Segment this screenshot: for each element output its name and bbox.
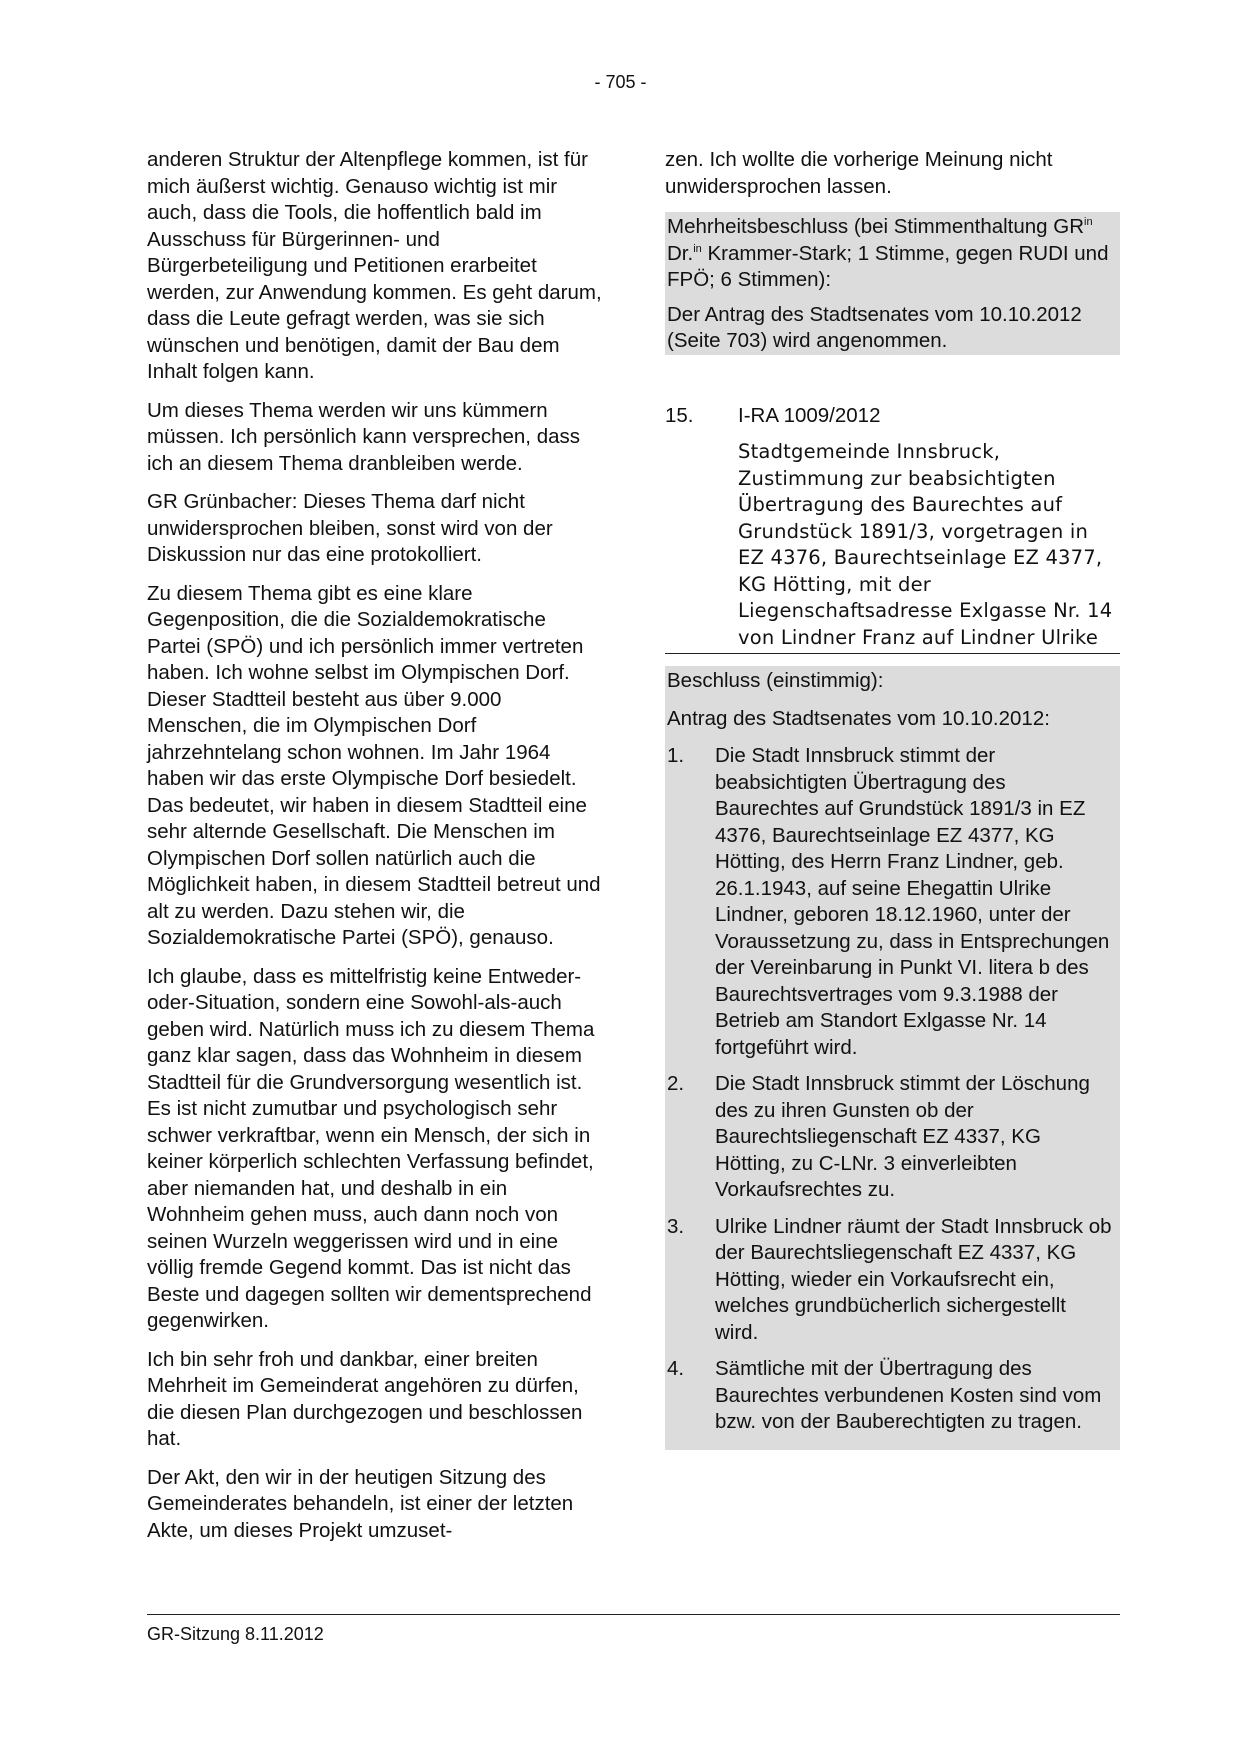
- footer-session-date: GR-Sitzung 8.11.2012: [147, 1624, 324, 1644]
- agenda-header: [665, 403, 1120, 430]
- resolution-outcome: Der Antrag des Stadtsenates vom 10.10.2012 (Seite 703) wird angenommen.: [667, 302, 1082, 352]
- superscript-in: in: [1084, 216, 1093, 229]
- agenda-item: [665, 403, 1120, 655]
- agenda-subject: Stadtgemeinde Innsbruck, Zustimmung zur beabsichtigten Übertragung des Baurechtes auf Grundstück 1891/3, vorgetragen in EZ 4376, Baurechtseinlage EZ 4377, KG Hötting, mit der Liegenschaftsadresse Exlgasse Nr. 14 von Lindner Franz auf Lindner Ulrike: [738, 440, 1113, 649]
- resolution-box: [665, 212, 1120, 355]
- superscript-in: in: [693, 242, 702, 255]
- decision-list-item: [667, 1071, 1112, 1204]
- footer-divider: [147, 1614, 1120, 1615]
- agenda-number: 15.: [665, 403, 694, 427]
- paragraph: Der Akt, den wir in der heutigen Sitzung des Gemeinderates behandeln, ist einer der letzten Akte, um dieses Projekt umzuset-: [147, 1465, 574, 1542]
- decision-list-item: [667, 1214, 1112, 1347]
- paragraph: anderen Struktur der Altenpflege kommen, ist für mich äußerst wichtig. Genauso wichtig ist mir auch, dass die Tools, die hoffentlich bald im Ausschuss für Bürgerinnen- und Bürgerbeteiligung und Petitionen erarbeitet werden, zur Anwendung kommen. Es geht darum, dass die Leute gefragt werden, was sie sich wünschen und benötigen, damit der Bau dem Inhalt folgen kann.: [147, 148, 602, 383]
- decision-item-text: Die Stadt Innsbruck stimmt der Löschung des zu ihren Gunsten ob der Baurechtsliegenschaft EZ 4337, KG Hötting, zu C-LNr. 3 einverleibten Vorkaufsrechtes zu.: [715, 1072, 1090, 1201]
- resolution-vote-suffix: Krammer-Stark; 1 Stimme, gegen RUDI und FPÖ; 6 Stimmen):: [667, 241, 1109, 291]
- continuation-paragraph: zen. Ich wollte die vorherige Meinung nicht unwidersprochen lassen.: [665, 148, 1053, 198]
- decision-box: [665, 666, 1120, 1450]
- decision-item-text: Ulrike Lindner räumt der Stadt Innsbruck ob der Baurechtsliegenschaft EZ 4337, KG Hötting, wieder ein Vorkaufsrecht ein, welches grundbücherlich sichergestellt wird.: [715, 1214, 1112, 1344]
- decision-item-number: 4.: [667, 1357, 685, 1380]
- decision-item-number: 3.: [667, 1214, 685, 1238]
- decision-intro: Antrag des Stadtsenates vom 10.10.2012:: [667, 706, 1050, 730]
- decision-heading: Beschluss (einstimmig):: [667, 669, 884, 692]
- agenda-divider: [665, 653, 1120, 654]
- right-column: [665, 147, 1120, 1450]
- paragraph: GR Grünbacher: Dieses Thema darf nicht unwidersprochen bleiben, sonst wird von der Diskussion nur das eine protokolliert.: [147, 490, 553, 566]
- resolution-vote-mid: Dr.: [667, 241, 694, 265]
- paragraph: Um dieses Thema werden wir uns kümmern müssen. Ich persönlich kann versprechen, dass ich an diesem Thema dranbleiben werde.: [147, 398, 581, 475]
- left-column: [147, 147, 602, 1556]
- paragraph: Ich bin sehr froh und dankbar, einer breiten Mehrheit im Gemeinderat angehören zu dürfen, die diesen Plan durchgezogen und beschlossen hat.: [147, 1347, 583, 1450]
- decision-list-item: [667, 743, 1112, 1061]
- resolution-vote: [667, 214, 1114, 294]
- paragraph: Zu diesem Thema gibt es eine klare Gegenposition, die die Sozialdemokratische Partei (SPÖ) und ich persönlich immer vertreten haben. Ich wohne selbst im Olympischen Dorf. Dieser Stadtteil besteht aus über 9.000 Menschen, die im Olympischen Dorf jahrzehntelang schon wohnen. Im Jahr 1964 haben wir das erste Olympische Dorf besiedelt. Das bedeutet, wir haben in diesem Stadtteil eine sehr alternde Gesellschaft. Die Menschen im Olympischen Dorf sollen natürlich auch die Möglichkeit haben, in diesem Stadtteil betreut und alt zu werden. Dazu stehen wir, die Sozialdemokratische Partei (SPÖ), genauso.: [147, 581, 601, 949]
- decision-item-number: 1.: [667, 744, 685, 767]
- paragraph: Ich glaube, dass es mittelfristig keine Entweder-oder-Situation, sondern eine Sowohl-als-auch geben wird. Natürlich muss ich zu diesem Thema ganz klar sagen, dass das Wohnheim in diesem Stadtteil für die Grundversorgung wesentlich ist. Es ist nicht zumutbar und psychologisch sehr schwer verkraftbar, wenn ein Mensch, der sich in keiner körperlich schlechten Verfassung befindet, aber niemanden hat, und deshalb in ein Wohnheim gehen muss, auch dann noch von seinen Wurzeln weggerissen wird und in eine völlig fremde Gegend kommt. Das ist nicht das Beste und dagegen sollten wir dementsprechend gegenwirken.: [147, 964, 595, 1332]
- decision-item-text: Sämtliche mit der Übertragung des Baurechtes verbundenen Kosten sind vom bzw. von der Bauberechtigten zu tragen.: [715, 1357, 1102, 1433]
- resolution-vote-prefix: Mehrheitsbeschluss (bei Stimmenthaltung GR: [667, 215, 1085, 238]
- decision-item-text: Die Stadt Innsbruck stimmt der beabsichtigten Übertragung des Baurechtes auf Grundstück 1891/3 in EZ 4376, Baurechtseinlage EZ 4377, KG Hötting, des Herrn Franz Lindner, geb. 26.1.1943, auf seine Ehegattin Ulrike Lindner, geboren 18.12.1960, unter der Voraussetzung zu, dass in Entsprechungen der Vereinbarung in Punkt VI. litera b des Baurechtsvertrages vom 9.3.1988 der Betrieb am Standort Exlgasse Nr. 14 fortgeführt wird.: [715, 744, 1110, 1059]
- agenda-reference: I-RA 1009/2012: [738, 403, 881, 427]
- page-number: - 705 -: [594, 72, 647, 92]
- decision-item-number: 2.: [667, 1072, 685, 1095]
- decision-list-item: [667, 1356, 1112, 1436]
